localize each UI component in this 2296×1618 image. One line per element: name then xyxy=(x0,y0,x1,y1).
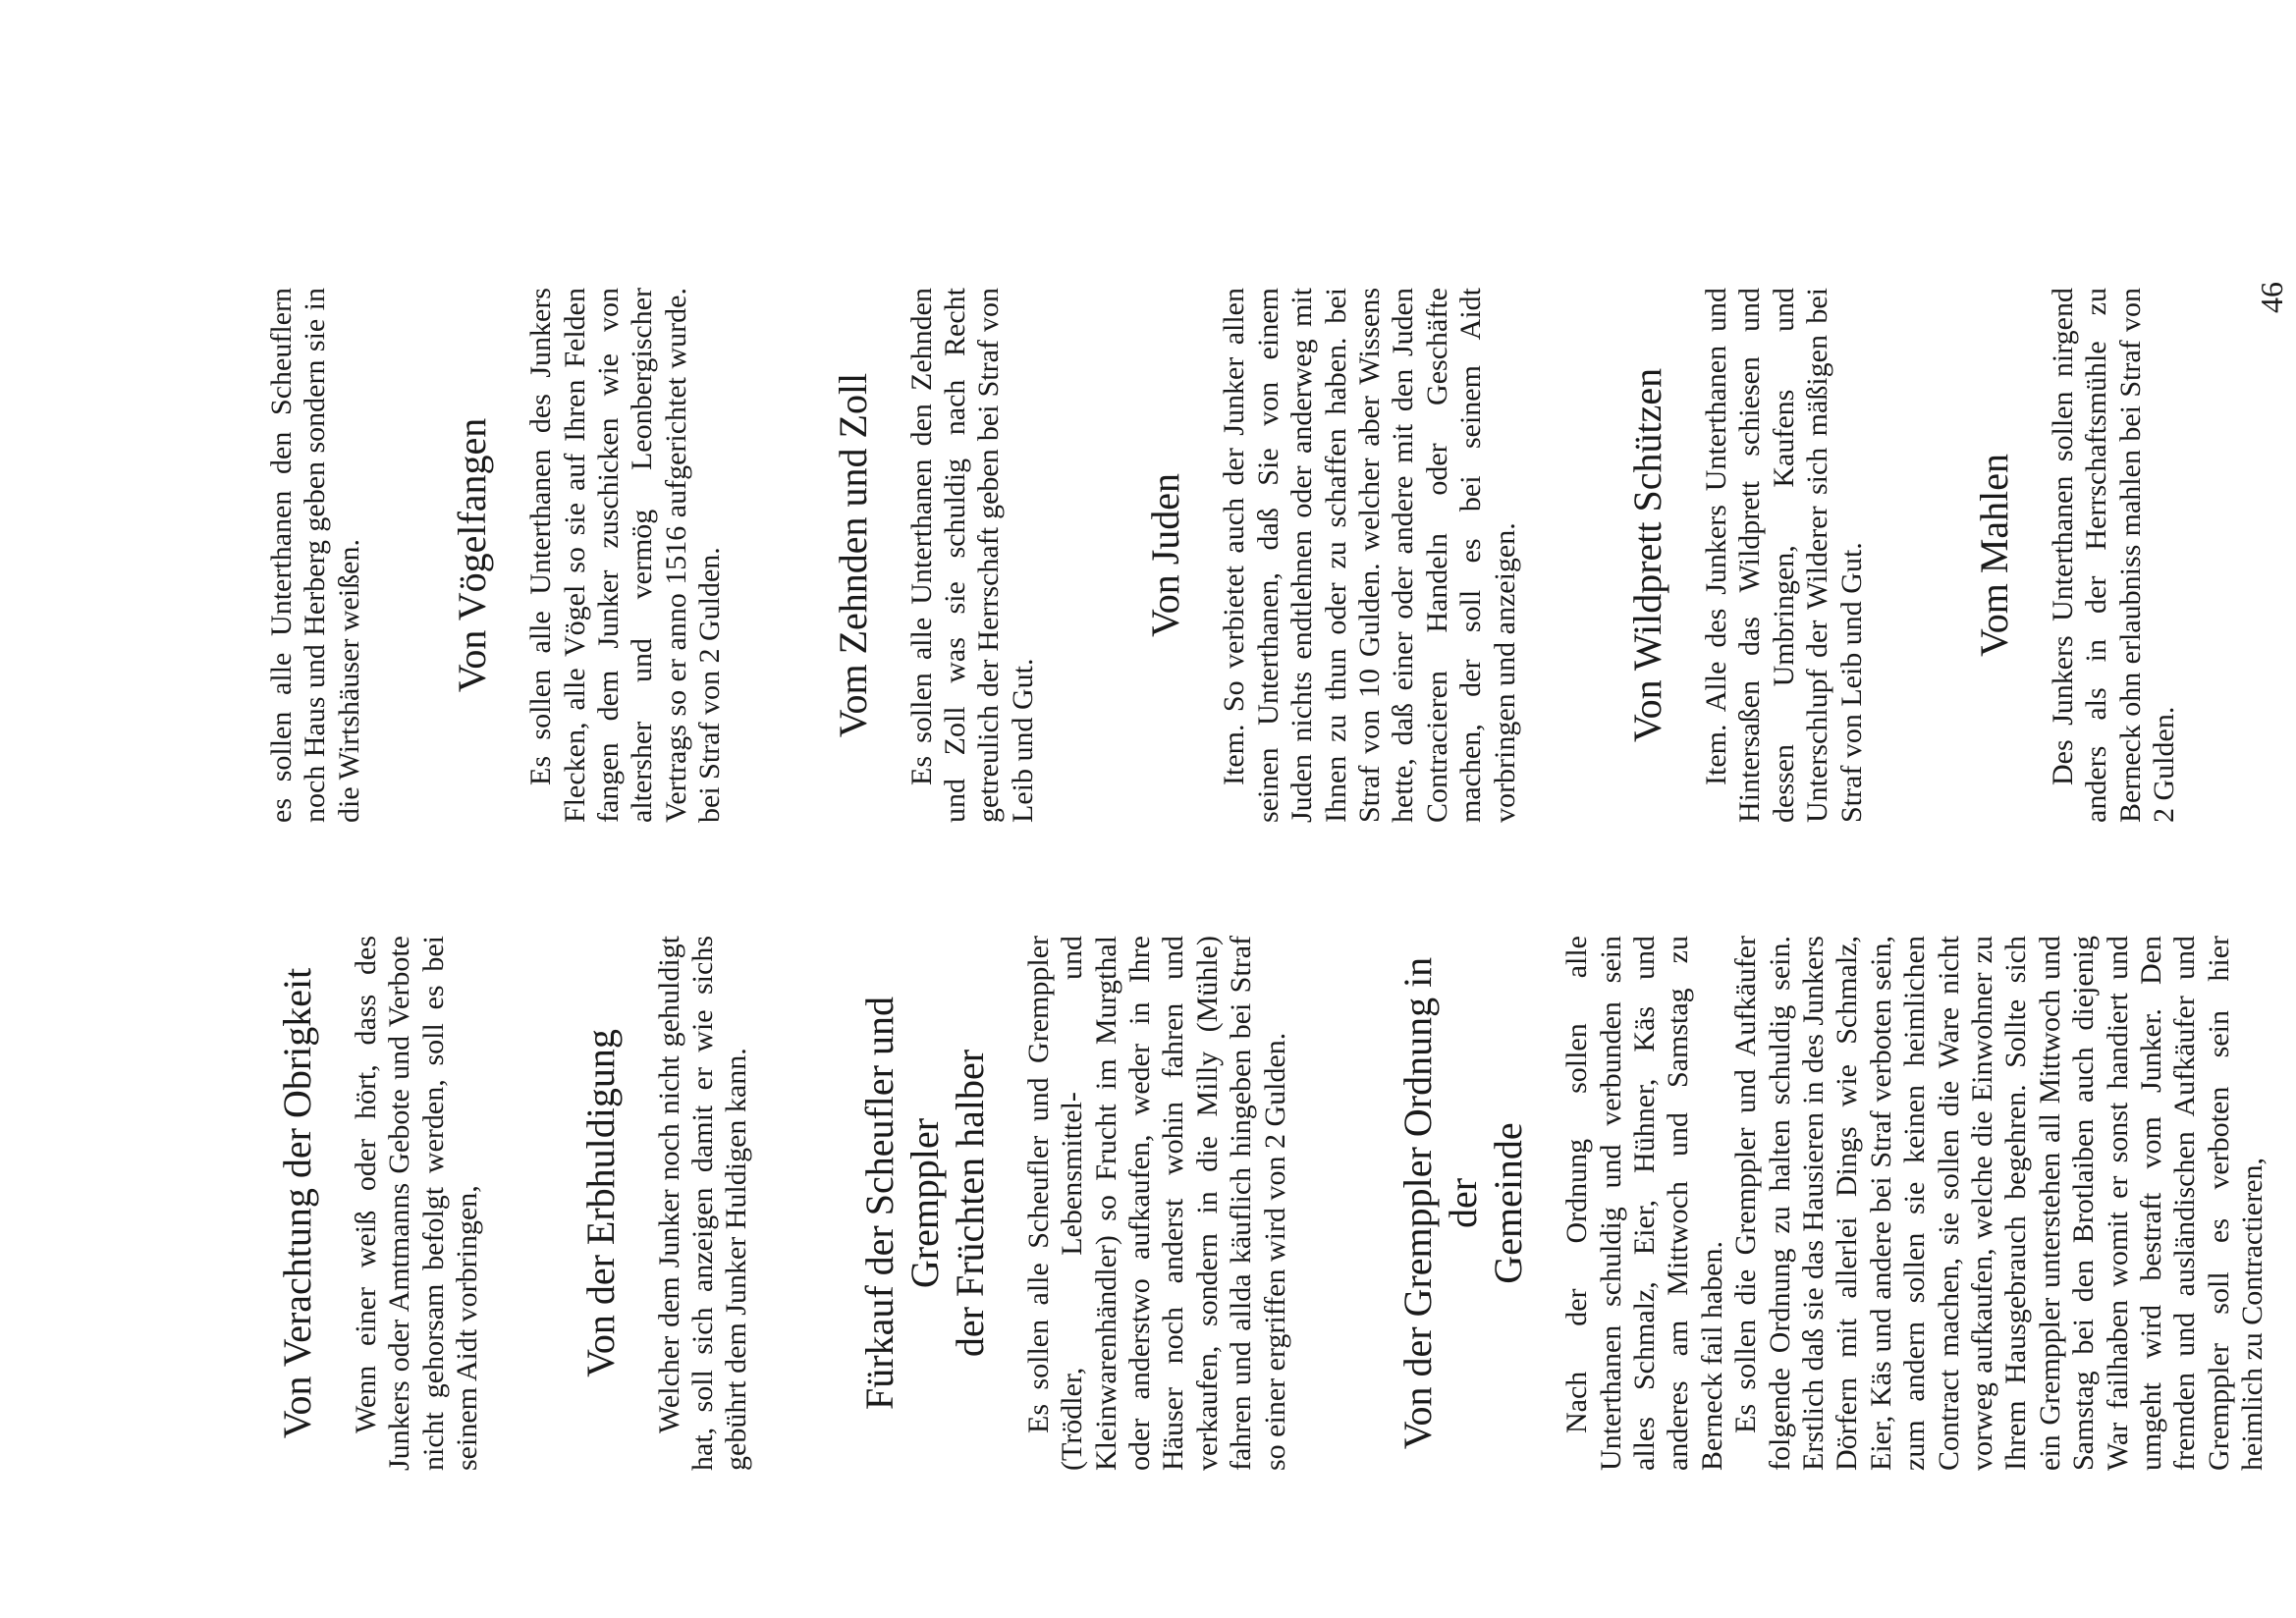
paragraph-erbhuldigung: Welcher dem Junker noch nicht gehuldigt hat, soll sich anzeigen damit er wie sichs gebührt dem Junker Huldigen kann. xyxy=(652,936,753,1471)
section-heading-verachtung: Von Verachtung der Obrigkeit xyxy=(275,967,319,1439)
left-column xyxy=(275,936,2270,1471)
paragraph-juden: Item. So verbietet auch der Junker allen seinen Unterthanen, daß Sie von einem Juden nichts endtlehnen oder anderweg mit Ihnen zu thun oder zu schaffen haben. bei Straf von 10 Gulden. welcher aber Wissens hette, daß einer oder andere mit den Juden Contracieren Handeln oder Geschäfte machen, der soll es bei seinem Aidt vorbringen und anzeigen. xyxy=(1218,288,1521,823)
page-number: 46 xyxy=(2254,282,2289,313)
paragraph-voegelfangen: Es sollen alle Unterthanen des Junkers Flecken, alle Vögel so sie auf Ihren Felden fangen dem Junker zuschicken wie von altersher und vermög Leonbergischer Vertrags so er anno 1516 aufgerichtet wurde. bei Straf von 2 Gulden. xyxy=(524,288,727,823)
right-column xyxy=(265,288,2182,823)
heading-line: Fürkauf der Scheufler und Gremppler xyxy=(856,997,947,1410)
paragraph-verachtung: Wenn einer weiß oder hört, dass des Junkers oder Amtmanns Gebote und Verbote nicht gehorsam befolgt werden, soll es bei seinem Aidt vorbringen, xyxy=(350,936,484,1471)
paragraph-gremppler-ordnung-1: Nach der Ordnung sollen alle Unterthanen schuldig und verbunden sein alles Schmalz, Eier, Hühner, Käs und anderes am Mittwoch und Samstag zu Berneck fail haben. xyxy=(1560,936,1728,1471)
heading-line: der Früchten halber xyxy=(947,1049,992,1358)
section-heading-erbhuldigung: Von der Erbhuldigung xyxy=(577,1029,623,1377)
section-heading-gremppler-ordnung xyxy=(1395,936,1531,1471)
rotated-document-page xyxy=(118,204,2296,1618)
paragraph-continuation: es sollen alle Unterthanen den Scheuflern noch Haus und Herberg geben sondern sie in die Wirtshäuser weißen. xyxy=(265,288,365,823)
heading-line: Von der Gremppler Ordnung in der xyxy=(1395,956,1486,1450)
section-heading-juden: Von Juden xyxy=(1143,472,1188,638)
paragraph-zehnden-zoll: Es sollen alle Unterthanen den Zehnden und Zoll was sie schuldig nach Recht getreulich der Herrschaft geben bei Straf von Leib und Gut. xyxy=(904,288,1039,823)
section-heading-mahlen: Vom Mahlen xyxy=(1971,453,2016,658)
section-heading-wildprett: Von Wildprett Schützen xyxy=(1624,367,1669,743)
paragraph-mahlen: Des Junkers Unterthanen sollen nirgend anders als in der Herrschaftsmühle zu Berneck ohn erlaubniss mahlen bei Straf von 2 Gulden. xyxy=(2046,288,2181,823)
paragraph-wildprett: Item. Alle des Junkers Unterthanen und Hintersaßen das Wildprett schiesen und dessen Umbringen, Kaufens und Unterschlupf der Wilderer sich mäßigen bei Straf von Leib und Gut. xyxy=(1699,288,1868,823)
paragraph-gremppler-ordnung-2: Es sollen die Gremppler und Aufkäufer folgende Ordnung zu halten schuldig sein. Erstlich daß sie das Hausieren in des Junkers Dörfern mit allerlei Dings wie Schmalz, Eier, Käs und andere bei Straf verboten sein, zum andern sollen sie keinen heimlichen Contract machen, sie sollen die Ware nicht vorweg aufkaufen, welche die Einwohner zu Ihrem Hausgebrauch begehren. Sollte sich ein Gremppler unterstehen all Mittwoch und Samstag bei den Brotlaiben auch diejenig War failhaben womit er sonst handiert und umgeht wird bestraft vom Junker. Den fremden und ausländischen Aufkäufer und Gremppler soll es verboten sein hier heimlich zu Contractieren, xyxy=(1729,936,2269,1471)
section-heading-fuerkauf xyxy=(857,936,993,1471)
section-heading-voegelfangen: Von Vögelfangen xyxy=(450,417,495,693)
section-heading-zehnden-zoll: Vom Zehnden und Zoll xyxy=(830,372,875,738)
heading-line: Gemeinde xyxy=(1486,1122,1531,1284)
paragraph-fuerkauf: Es sollen alle Scheufler und Gremppler (Trödler, Lebensmittel- und Kleinwarenhändler) so Frucht im Murgthal oder anderstwo aufkaufen, weder in Ihre Häuser noch anderst wohin fahren und verkaufen, sondern in die Milly (Mühle) fahren und allda käuflich hingeben bei Straf so einer ergriffen wird von 2 Gulden. xyxy=(1021,936,1291,1471)
